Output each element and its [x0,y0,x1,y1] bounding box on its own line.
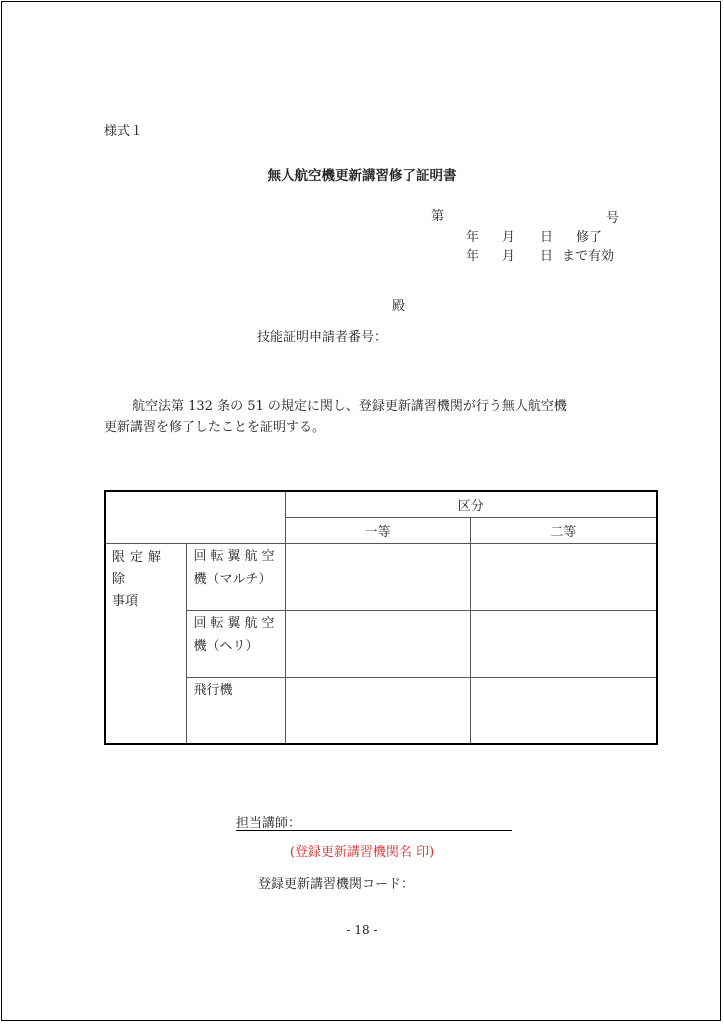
aircraft-type-line2: 機（マルチ） [193,571,272,587]
restriction-label-line1: 限定解除 [112,549,167,587]
aircraft-type-line1: 飛行機 [193,682,233,698]
addressee-honorific: 殿 [392,299,406,314]
restriction-table [104,490,658,745]
grade-2-cell [470,543,657,610]
category-header: 区分 [285,491,657,517]
aircraft-type-cell [186,677,285,744]
year-label: 年 [466,249,480,264]
valid-until-row [466,249,614,265]
aircraft-type-cell [186,610,285,677]
aircraft-type-cell [186,543,285,610]
aircraft-type-line1: 回転翼航空 [193,615,279,631]
restriction-label-cell [105,543,186,744]
institution-name-seal: (登録更新講習機関名 印) [289,845,435,860]
statement-line-2: 更新講習を修了したことを証明する。 [104,420,326,435]
certificate-number-prefix: 第 [431,209,445,224]
grade-2-header: 二等 [470,517,657,543]
table-corner-cell [105,491,285,543]
page-number: - 18 - [346,923,378,937]
document-title: 無人航空機更新講習修了証明書 [267,168,457,184]
grade-2-cell [470,610,657,677]
year-label: 年 [466,230,480,245]
completion-date-row [466,230,602,246]
restriction-label-line2: 事項 [112,593,139,609]
grade-1-cell [285,543,470,610]
instructor-signature-line [236,830,512,831]
day-label: 日 [540,249,554,264]
month-label: 月 [502,230,516,245]
applicant-number-label: 技能証明申請者番号： [257,330,388,345]
aircraft-type-line1: 回転翼航空 [193,548,279,564]
grade-2-cell [470,677,657,744]
valid-until-suffix: まで有効 [562,249,615,264]
grade-1-cell [285,610,470,677]
aircraft-type-line2: 機（ヘリ） [193,638,259,654]
certification-statement [104,396,624,438]
certificate-number-suffix: 号 [606,211,620,226]
form-label: 様式１ [104,124,144,139]
grade-1-header: 一等 [285,517,470,543]
instructor-label: 担当講師： [236,816,302,831]
day-label: 日 [540,230,554,245]
month-label: 月 [502,249,516,264]
institution-code-label: 登録更新講習機関コード： [258,877,415,892]
completion-suffix: 修了 [576,230,603,245]
statement-line-1: 航空法第 132 条の 51 の規定に関し、登録更新講習機関が行う無人航空機 [132,399,567,414]
grade-1-cell [285,677,470,744]
